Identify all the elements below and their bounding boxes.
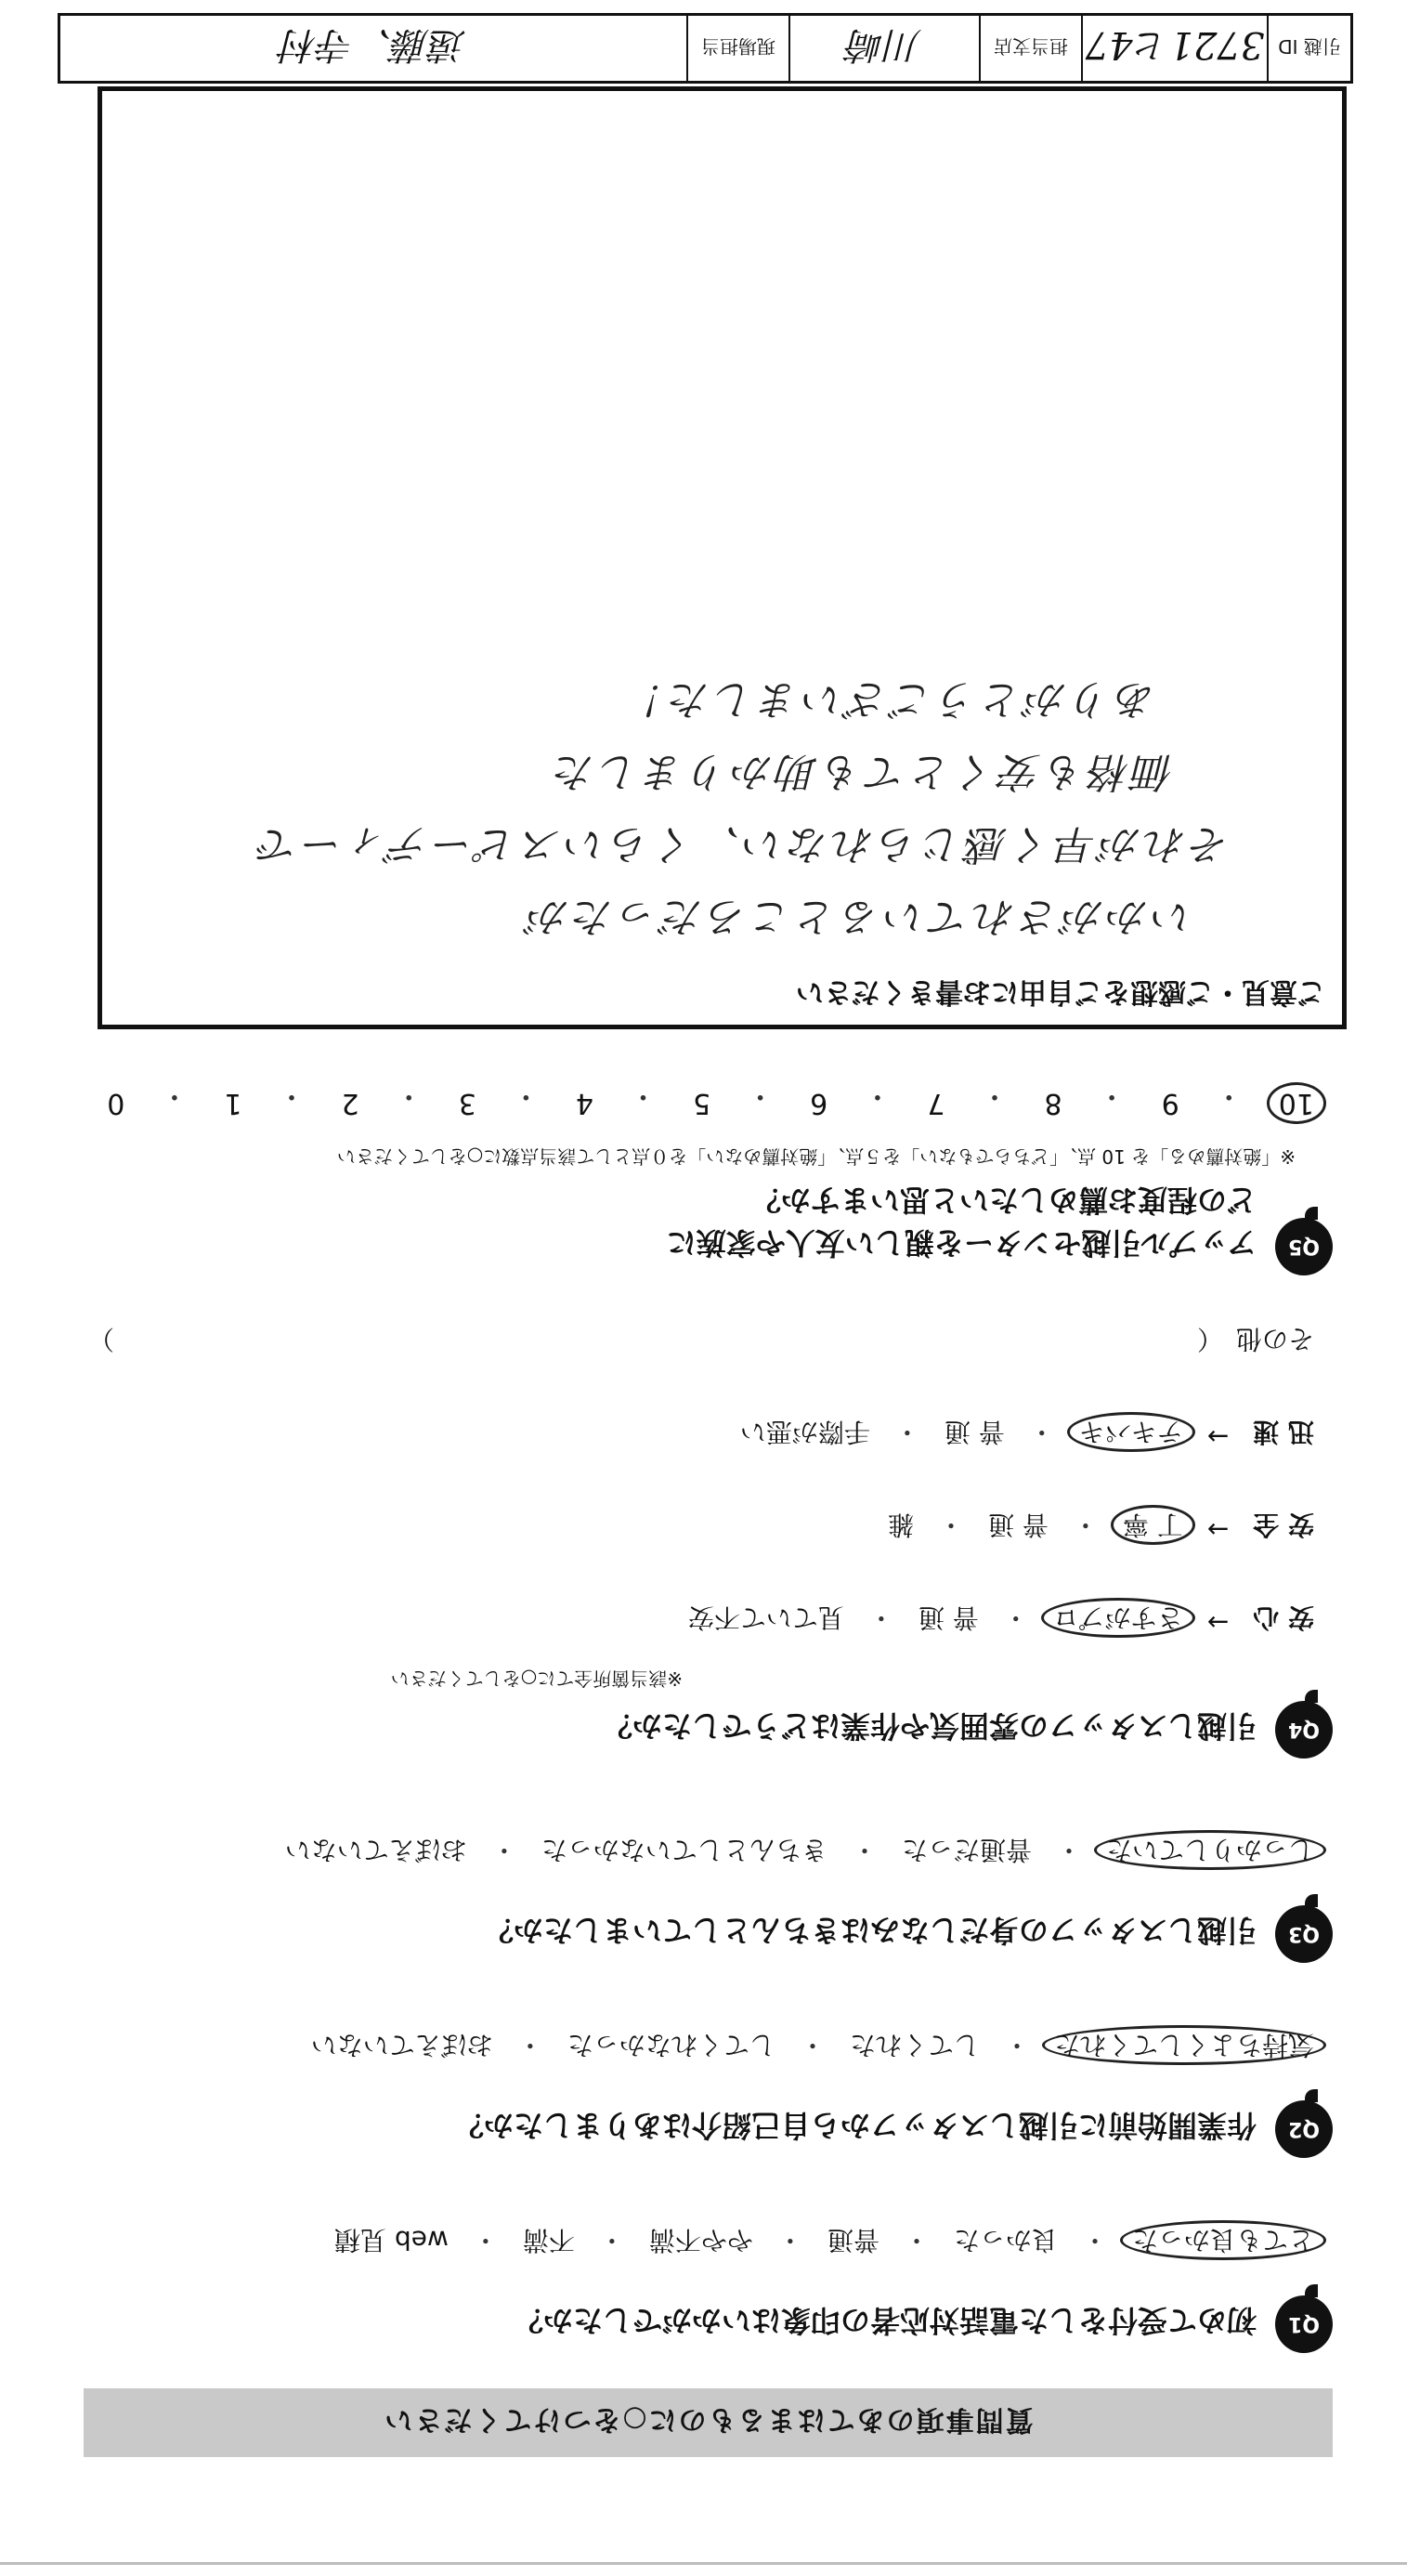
q4-row-3-option-1[interactable]: テキパキ [1079,1415,1183,1452]
q1-badge: Q1 [1275,2295,1333,2353]
q3-badge: Q3 [1275,1905,1333,1963]
comment-title: ご意見・ご感想をご自由にお書きください [796,975,1325,1008]
q5-score-2[interactable]: 2 [341,1087,359,1119]
instruction-text: 質問事項のあてはまるものに○をつけてください [383,2403,1034,2436]
q5-scale: 10 ・ 9 ・ 8 ・ 7 ・ 6 ・ 5 ・ 4 ・ 3 ・ 2 ・ 1 ・ 0 [107,1079,1314,1119]
q1-text: 初めて受付をした電話対応者の印象はいかがでしたか？ [513,2303,1257,2338]
q2-badge: Q2 [1275,2100,1333,2158]
id-table [58,13,1353,84]
q4-other-field-close[interactable]: ） [88,1324,115,1354]
q5-score-9[interactable]: 9 [1161,1087,1179,1119]
q4-row-2-label: 安 全 [1253,1510,1314,1540]
q4-row-3-label: 迅 速 [1253,1417,1314,1447]
handwritten-line-4: ありがとうございました！ [621,675,1156,723]
q5-score-4[interactable]: 4 [575,1087,593,1119]
branch-label: 担当支店 [979,16,1081,81]
handwritten-line-1: いかがされているところだったが [525,893,1193,940]
q3-text: 引越しスタッフの身だしなみはきちんとしていましたか？ [483,1913,1257,1948]
q1-options: とても良かった ・ 良かった ・ 普通 ・ やや不満 ・ 不満 ・ web 見積 [334,2223,1314,2260]
q5-note: ※「絶対薦める」を 10 点、「どちらでもない」を５点、「絶対薦めない」を０点として該当点数に○をしてください [336,1145,1296,1168]
q4-other-label: その他 [1235,1324,1314,1354]
q4-row-2-option-2[interactable]: 普 通 [987,1510,1049,1540]
q3-option-4[interactable]: おぼえていない [284,1835,467,1865]
q4-note: ※該当箇所全てに○をしてください [390,1667,683,1690]
q4-row-2-option-1[interactable]: 丁 寧 [1123,1508,1183,1545]
comment-box[interactable] [98,86,1347,1029]
q1-option-5[interactable]: 不満 [522,2225,575,2256]
q4-badge: Q4 [1275,1701,1333,1759]
q4-row-1-option-3[interactable]: 見ていて不安 [687,1602,844,1633]
q3-option-3[interactable]: きちんとしていなかった [541,1835,827,1865]
q1-option-2[interactable]: 良かった [953,2225,1058,2256]
q2-option-2[interactable]: してくれた [849,2030,980,2060]
q2-option-1[interactable]: 気持ちよくしてくれた [1054,2028,1314,2065]
q4-row-jinsoku: 迅 速 → テキパキ ・ 普 通 ・ 手際が悪い [740,1415,1314,1452]
q2-option-4[interactable]: おぼえていない [310,2030,493,2060]
q5-badge: Q5 [1275,1218,1333,1275]
q5-score-1[interactable]: 1 [224,1087,242,1119]
q4-row-3-option-3[interactable]: 手際が悪い [739,1417,870,1447]
q4-row-1-option-1[interactable]: さすがプロ [1053,1601,1183,1638]
scan-edge-line [0,2562,1407,2565]
q2-text: 作業開始前に引越しスタッフから自己紹介はありましたか？ [453,2108,1257,2143]
staff-label: 現場担当 [686,16,788,81]
q5-score-3[interactable]: 3 [458,1087,476,1119]
q4-row-anshin: 安 心 → さすがプロ ・ 普 通 ・ 見ていて不安 [688,1601,1314,1638]
q1-option-4[interactable]: やや不満 [648,2225,753,2256]
q5-score-10[interactable]: 10 [1279,1079,1314,1119]
q1-option-1[interactable]: とても良かった [1132,2223,1314,2260]
q4-row-3-option-2[interactable]: 普 通 [944,1417,1005,1447]
q4-row-anzen: 安 全 → 丁 寧 ・ 普 通 ・ 雑 [888,1508,1314,1545]
q1-option-6[interactable]: web 見積 [334,2225,449,2256]
handwritten-line-3: 価格も安くとても助かりました [551,748,1175,795]
instruction-band [84,2388,1333,2457]
handwritten-line-2: それが早く感じられない、くらいスピーディーで [254,820,1231,868]
q5-score-8[interactable]: 8 [1044,1087,1062,1119]
q5-text-line-1: アップル引越センターを親しい友人や家族に [666,1225,1257,1261]
q5-score-6[interactable]: 6 [810,1087,828,1119]
q5-score-5[interactable]: 5 [693,1087,711,1119]
staff-value[interactable]: 遠藤、寺村 [280,23,466,67]
move-id-label: 引越 ID [1267,16,1350,81]
q4-row-1-label: 安 心 [1253,1602,1314,1633]
branch-value[interactable]: 川崎 [788,16,979,81]
move-id-value[interactable]: 3721ヒ47 [1081,16,1267,81]
q3-option-2[interactable]: 普通だった [901,1835,1032,1865]
q1-option-3[interactable]: 普通 [827,2225,879,2256]
q4-other-row: その他 （ ） [88,1322,1314,1359]
q5-text-line-2: どの程度お薦めしたいと思いますか？ [750,1183,1257,1218]
q4-row-1-option-2[interactable]: 普 通 [918,1602,979,1633]
q4-row-2-option-3[interactable]: 雑 [887,1510,914,1540]
q2-options: 気持ちよくしてくれた ・ してくれた ・ してくれなかった ・ おぼえていない [311,2028,1314,2065]
q3-option-1[interactable]: しっかりしていた [1106,1833,1314,1870]
q3-options: しっかりしていた ・ 普通だった ・ きちんとしていなかった ・ おぼえていない [285,1833,1314,1870]
q5-score-0[interactable]: 0 [107,1087,125,1119]
q2-option-3[interactable]: してくれなかった [567,2030,775,2060]
q5-score-7[interactable]: 7 [927,1087,945,1119]
q4-text: 引越しスタッフの雰囲気や作業はどうでしたか？ [602,1708,1257,1744]
